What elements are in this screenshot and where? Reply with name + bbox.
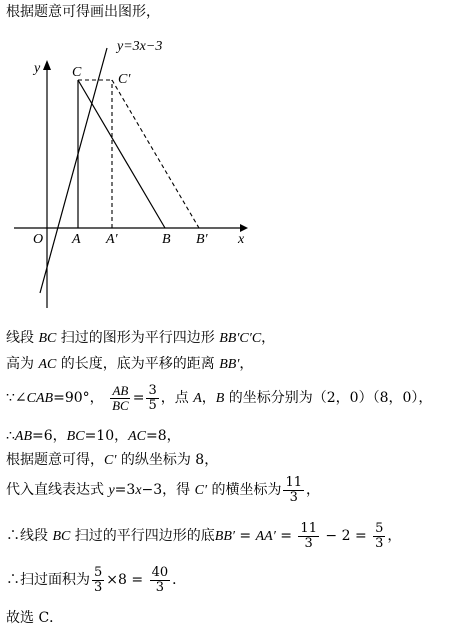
denominator: 3	[155, 579, 164, 595]
numerator: 5	[94, 564, 103, 580]
numerator: AB	[112, 382, 129, 398]
text: 的坐标分别为（2，0）（8，0），	[224, 390, 433, 406]
denominator: 3	[94, 579, 103, 595]
line-6	[6, 472, 320, 509]
text: CAB	[26, 391, 54, 406]
text: BC	[38, 331, 57, 346]
text: 的横坐标为	[207, 482, 282, 498]
y-axis-label: y	[34, 61, 41, 76]
text: B	[215, 391, 225, 406]
point-C-label: C	[72, 65, 82, 80]
denominator: 3	[375, 535, 384, 551]
text: =6，	[32, 428, 67, 444]
line-8	[6, 562, 186, 598]
text: ∴线段	[6, 528, 53, 544]
text: =3	[114, 482, 136, 498]
text: 线段	[6, 330, 39, 346]
line-5	[6, 452, 218, 469]
fraction-5-3	[373, 522, 385, 551]
numerator: 11	[285, 474, 303, 490]
text: AC	[128, 429, 146, 444]
line-7	[6, 518, 401, 555]
fraction-40-3	[150, 566, 171, 595]
line-y-3x-3	[40, 48, 107, 293]
text: =	[275, 528, 297, 544]
denominator: 3	[304, 535, 313, 551]
y-axis-arrow-icon	[43, 60, 51, 70]
fraction-5-3	[92, 566, 104, 595]
text: BC	[66, 429, 85, 444]
line-3	[6, 380, 432, 417]
geometry-figure	[0, 28, 260, 308]
numerator: 5	[375, 520, 384, 536]
text: BB′	[214, 529, 235, 544]
text: =90°，	[53, 390, 104, 406]
fraction-11-3	[298, 522, 319, 551]
point-B-prime-label: B′	[196, 232, 208, 247]
line-equation-label: y=3x−3	[117, 39, 163, 54]
point-A-label: A	[72, 232, 81, 247]
text: 扫过的图形为平行四边形	[56, 330, 220, 346]
text: AA′	[255, 529, 276, 544]
text: BC	[52, 529, 71, 544]
text: BB′C′C	[219, 331, 262, 346]
text: ，	[239, 356, 254, 372]
text: =	[234, 528, 256, 544]
text: =10，	[84, 428, 129, 444]
numerator: 3	[148, 382, 157, 398]
text: ，	[201, 390, 216, 406]
denominator: 5	[148, 397, 157, 413]
segment-CB	[78, 80, 165, 228]
text: ，点	[160, 390, 194, 406]
text: C′	[194, 483, 208, 498]
line-4	[6, 428, 181, 445]
text: ∴扫过面积为	[6, 572, 90, 588]
point-C-prime-label: C′	[118, 72, 131, 87]
intro-text: 根据题意可得画出图形，	[6, 4, 160, 20]
denominator: 3	[289, 489, 298, 505]
text: =8，	[146, 428, 181, 444]
text: 的长度，底为平移的距离	[56, 356, 220, 372]
origin-label: O	[33, 232, 44, 247]
text: C′	[104, 453, 117, 468]
text: BB′	[219, 357, 240, 372]
text: AC	[38, 357, 57, 372]
text: y	[108, 483, 115, 498]
line-2	[6, 356, 253, 373]
text: 根据题意可得，	[6, 452, 104, 468]
text: 代入直线表达式	[6, 482, 109, 498]
text: ，	[306, 482, 321, 498]
point-B-label: B	[162, 232, 171, 247]
text: ．	[172, 572, 187, 588]
segment-C-prime-B-prime	[112, 80, 199, 228]
line-9-answer: 故选 C．	[6, 610, 64, 626]
denominator: BC	[112, 397, 129, 413]
text: − 2 =	[320, 528, 372, 544]
numerator: 11	[300, 520, 317, 536]
text: =	[132, 390, 145, 406]
text: −3，得	[141, 482, 195, 498]
text: AB	[14, 429, 33, 444]
numerator: 40	[151, 564, 169, 580]
text: 高为	[6, 356, 39, 372]
text: ，	[387, 528, 402, 544]
text: A	[193, 391, 202, 406]
text: 扫过的平行四边形的底	[70, 528, 215, 544]
fraction-3-5	[146, 384, 158, 413]
x-axis-label: x	[238, 232, 245, 247]
fraction-ab-bc	[110, 384, 131, 413]
text: ×8 =	[106, 572, 148, 588]
text: 的纵坐标为 8，	[116, 452, 219, 468]
text: ∴	[6, 428, 15, 444]
point-A-prime-label: A′	[106, 232, 118, 247]
text: ∵∠	[6, 390, 27, 406]
line-1	[6, 330, 275, 347]
text: ，	[261, 330, 276, 346]
fraction-11-3	[283, 476, 304, 505]
x-axis-arrow-icon	[240, 224, 248, 232]
text: x	[135, 483, 142, 498]
